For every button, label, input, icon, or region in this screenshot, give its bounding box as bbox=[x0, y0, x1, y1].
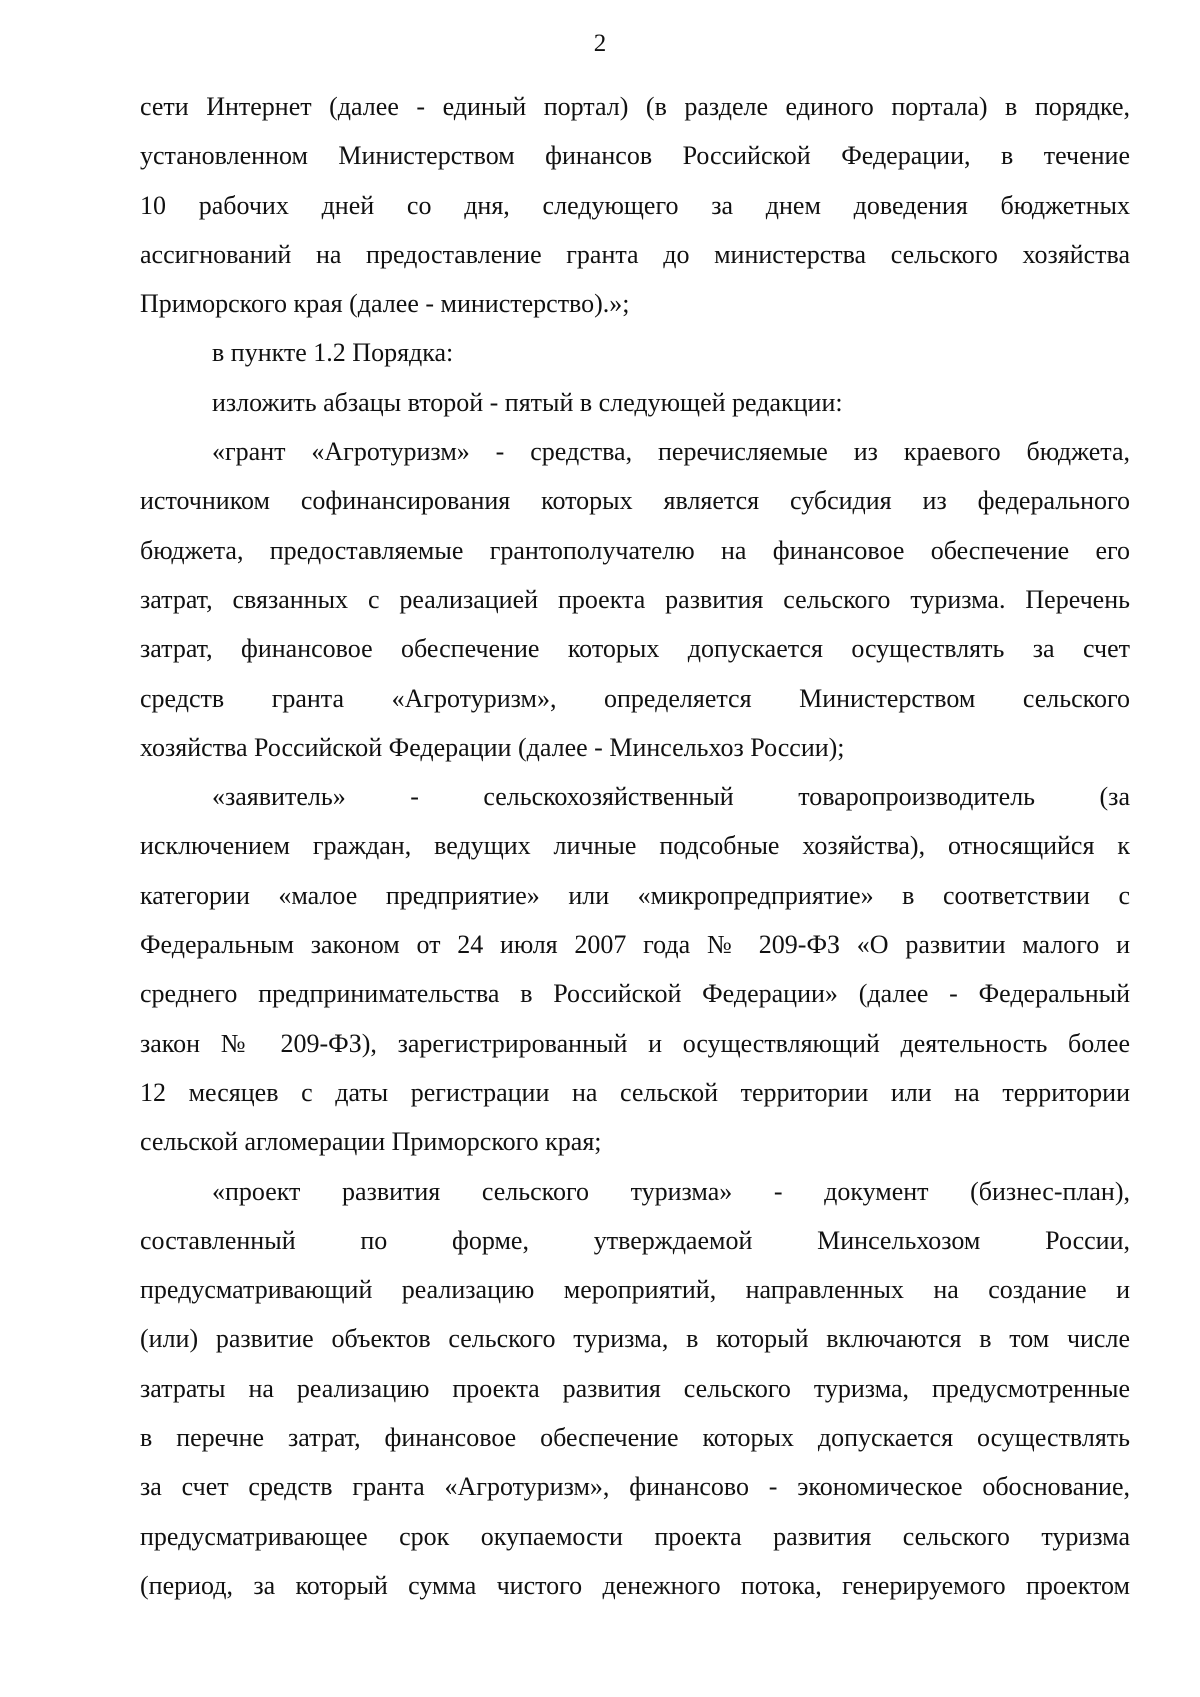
text-line: составленный по форме, утверждаемой Минсельхозом России, bbox=[140, 1225, 1130, 1255]
text-line: (период, за который сумма чистого денежного потока, генерируемого проектом bbox=[140, 1570, 1130, 1600]
document-body bbox=[140, 82, 1130, 1610]
text-line: средств гранта «Агротуризм», определяется Министерством сельского bbox=[140, 683, 1130, 713]
text-line: хозяйства Российской Федерации (далее - Минсельхоз России); bbox=[140, 732, 845, 762]
text-line: изложить абзацы второй - пятый в следующей редакции: bbox=[212, 387, 843, 417]
text-line: Федеральным законом от 24 июля 2007 года № 209-ФЗ «О развитии малого и bbox=[140, 930, 1130, 960]
text-line: затрат, финансовое обеспечение которых допускается осуществлять за счет bbox=[140, 634, 1130, 664]
text-line: ассигнований на предоставление гранта до министерства сельского хозяйства bbox=[140, 239, 1130, 269]
text-line: 10 рабочих дней со дня, следующего за днем доведения бюджетных bbox=[140, 190, 1130, 220]
text-line: Приморского края (далее - министерство).»; bbox=[140, 289, 630, 319]
text-line: бюджета, предоставляемые грантополучателю на финансовое обеспечение его bbox=[140, 535, 1130, 565]
text-line: «заявитель» - сельскохозяйственный товаропроизводитель (за bbox=[212, 782, 1130, 812]
text-line: (или) развитие объектов сельского туризма, в который включаются в том числе bbox=[140, 1324, 1130, 1354]
text-line: затрат, связанных с реализацией проекта развития сельского туризма. Перечень bbox=[140, 584, 1130, 614]
text-line: «проект развития сельского туризма» - документ (бизнес-план), bbox=[212, 1176, 1130, 1206]
text-line: в пункте 1.2 Порядка: bbox=[212, 338, 454, 368]
text-line: исключением граждан, ведущих личные подсобные хозяйства), относящийся к bbox=[140, 831, 1130, 861]
text-line: за счет средств гранта «Агротуризм», финансово - экономическое обоснование, bbox=[140, 1472, 1130, 1502]
text-line: сельской агломерации Приморского края; bbox=[140, 1127, 602, 1157]
text-line: сети Интернет (далее - единый портал) (в разделе единого портала) в порядке, bbox=[140, 92, 1130, 121]
text-line: «грант «Агротуризм» - средства, перечисляемые из краевого бюджета, bbox=[212, 437, 1130, 467]
text-line: 12 месяцев с даты регистрации на сельской территории или на территории bbox=[140, 1077, 1130, 1107]
text-line: затраты на реализацию проекта развития сельского туризма, предусмотренные bbox=[140, 1373, 1130, 1403]
text-line: предусматривающее срок окупаемости проекта развития сельского туризма bbox=[140, 1521, 1130, 1551]
text-line: источником софинансирования которых является субсидия из федерального bbox=[140, 486, 1130, 516]
text-line: категории «малое предприятие» или «микропредприятие» в соответствии с bbox=[140, 880, 1130, 910]
text-line: в перечне затрат, финансовое обеспечение которых допускается осуществлять bbox=[140, 1423, 1130, 1453]
text-line: предусматривающий реализацию мероприятий, направленных на создание и bbox=[140, 1275, 1130, 1305]
page-number: 2 bbox=[593, 30, 607, 57]
text-line: установленном Министерством финансов Российской Федерации, в течение bbox=[140, 141, 1130, 171]
text-line: закон № 209-ФЗ), зарегистрированный и осуществляющий деятельность более bbox=[140, 1028, 1130, 1058]
text-line: среднего предпринимательства в Российской Федерации» (далее - Федеральный bbox=[140, 979, 1130, 1009]
